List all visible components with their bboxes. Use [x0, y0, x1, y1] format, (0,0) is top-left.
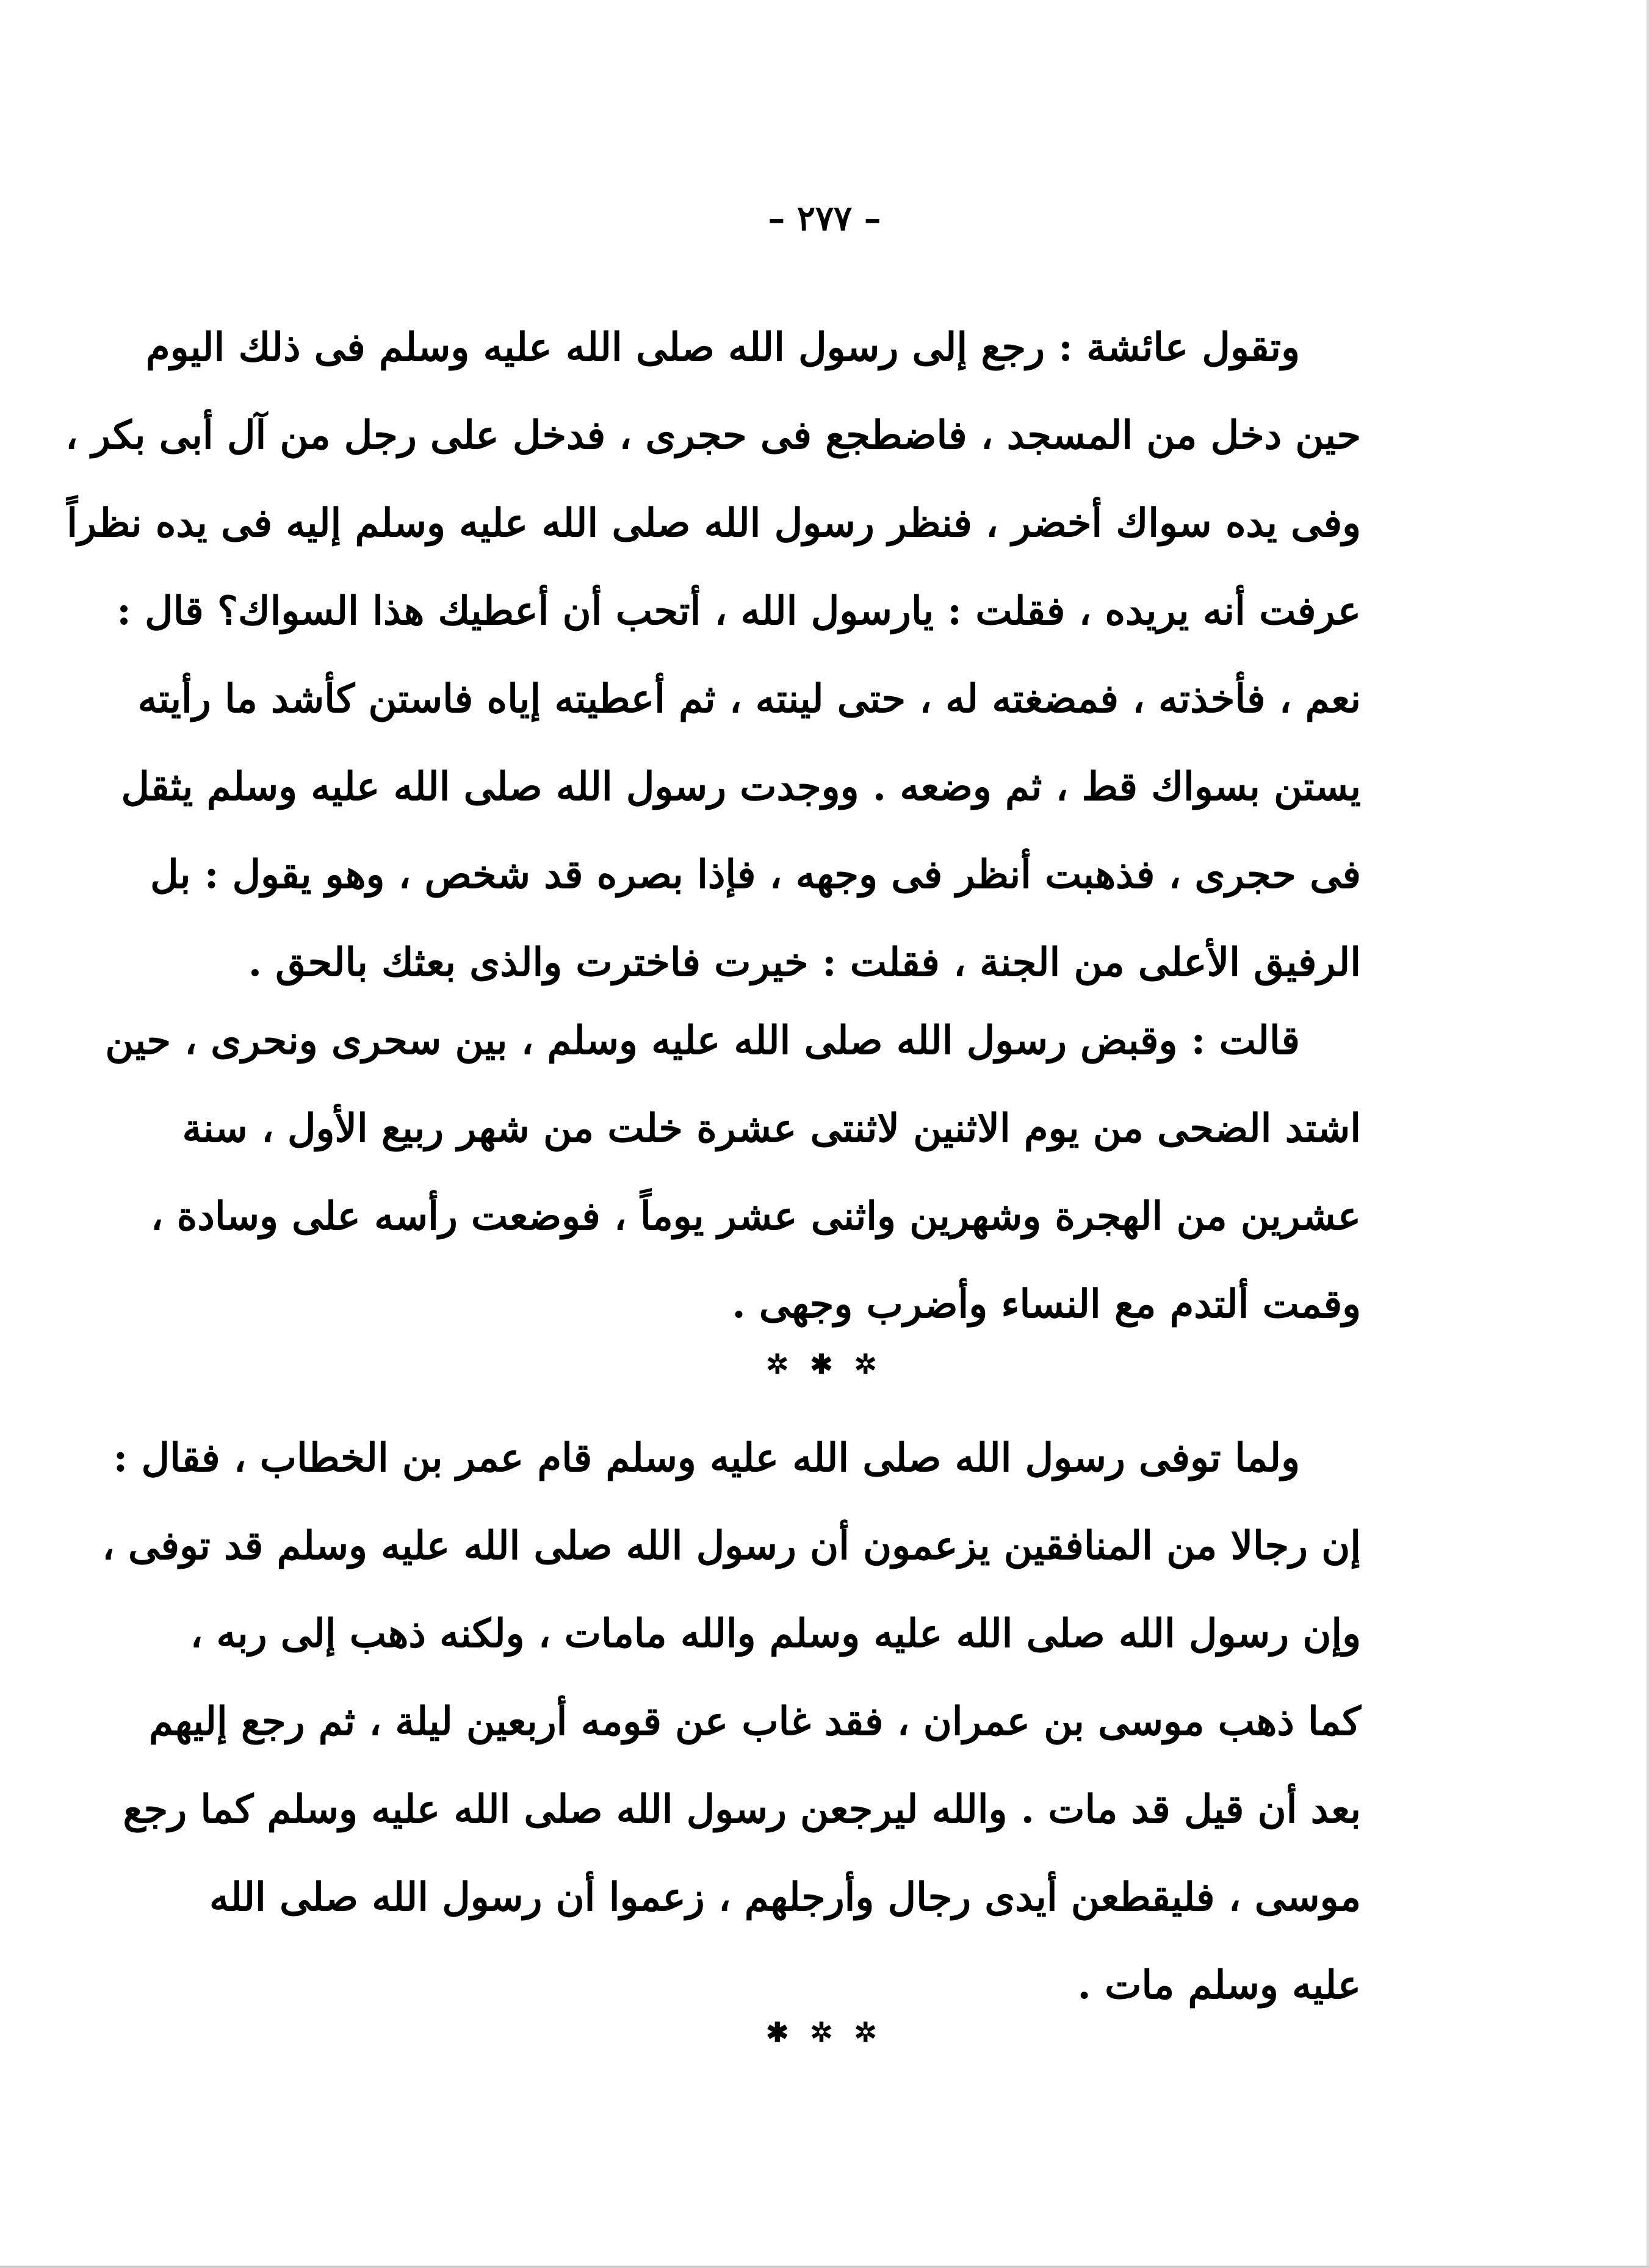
text-line: فى حجرى ، فذهبت أنظر فى وجهه ، فإذا بصره قد شخص ، وهو يقول : بل	[150, 852, 1361, 898]
text-line: ولما توفى رسول الله صلى الله عليه وسلم قام عمر بن الخطاب ، فقال :	[113, 1435, 1300, 1481]
section-separator: ✱ ✲ ✲	[766, 2017, 883, 2048]
text-line: عشرين من الهجرة وشهرين واثنى عشر يوماً ، فوضعت رأسه على وسادة ،	[150, 1193, 1361, 1239]
text-line: قالت : وقبض رسول الله صلى الله عليه وسلم ، بين سحرى ونحرى ، حين	[105, 1018, 1300, 1064]
text-line: وتقول عائشة : رجع إلى رسول الله صلى الله عليه وسلم فى ذلك اليوم	[146, 325, 1300, 370]
text-line: حين دخل من المسجد ، فاضطجع فى حجرى ، فدخل على رجل من آل أبى بكر ،	[65, 412, 1361, 458]
section-separator: ✲ ✱ ✲	[766, 1349, 883, 1380]
text-line: موسى ، فليقطعن أيدى رجال وأرجلهم ، زعموا أن رسول الله صلى الله	[209, 1874, 1361, 1920]
text-line: يستن بسواك قط ، ثم وضعه . ووجدت رسول الله صلى الله عليه وسلم يثقل	[121, 764, 1361, 810]
text-line: إن رجالا من المنافقين يزعمون أن رسول الله صلى الله عليه وسلم قد توفى ،	[102, 1523, 1361, 1569]
text-line: وفى يده سواك أخضر ، فنظر رسول الله صلى الله عليه وسلم إليه فى يده نظراً	[67, 500, 1361, 546]
page-number: – ٢٧٧ –	[768, 198, 881, 239]
text-line: بعد أن قيل قد مات . والله ليرجعن رسول الله صلى الله عليه وسلم كما رجع	[123, 1787, 1361, 1832]
text-line: الرفيق الأعلى من الجنة ، فقلت : خيرت فاخترت والذى بعثك بالحق .	[248, 940, 1361, 985]
page-edge-bottom	[0, 2266, 1649, 2268]
text-line: وقمت ألتدم مع النساء وأضرب وجهى .	[732, 1281, 1361, 1327]
text-line: عليه وسلم مات .	[1077, 1962, 1361, 2008]
paragraph-aisha-siwak	[65, 304, 1361, 1007]
paragraph-death-date	[105, 997, 1361, 1348]
text-line: عرفت أنه يريده ، فقلت : يارسول الله ، أتحب أن أعطيك هذا السواك؟ قال :	[117, 588, 1361, 634]
text-line: نعم ، فأخذته ، فمضغته له ، حتى لينته ، ثم أعطيته إياه فاستن كأشد ما رأيته	[137, 676, 1361, 722]
text-line: اشتد الضحى من يوم الاثنين لاثنتى عشرة خلت من شهر ربيع الأول ، سنة	[182, 1106, 1361, 1151]
text-line: وإن رسول الله صلى الله عليه وسلم والله مامات ، ولكنه ذهب إلى ربه ،	[190, 1611, 1361, 1657]
page-edge-right	[1647, 0, 1649, 2268]
paragraph-umar-speech	[102, 1414, 1361, 2029]
text-line: كما ذهب موسى بن عمران ، فقد غاب عن قومه أربعين ليلة ، ثم رجع إليهم	[149, 1699, 1361, 1744]
